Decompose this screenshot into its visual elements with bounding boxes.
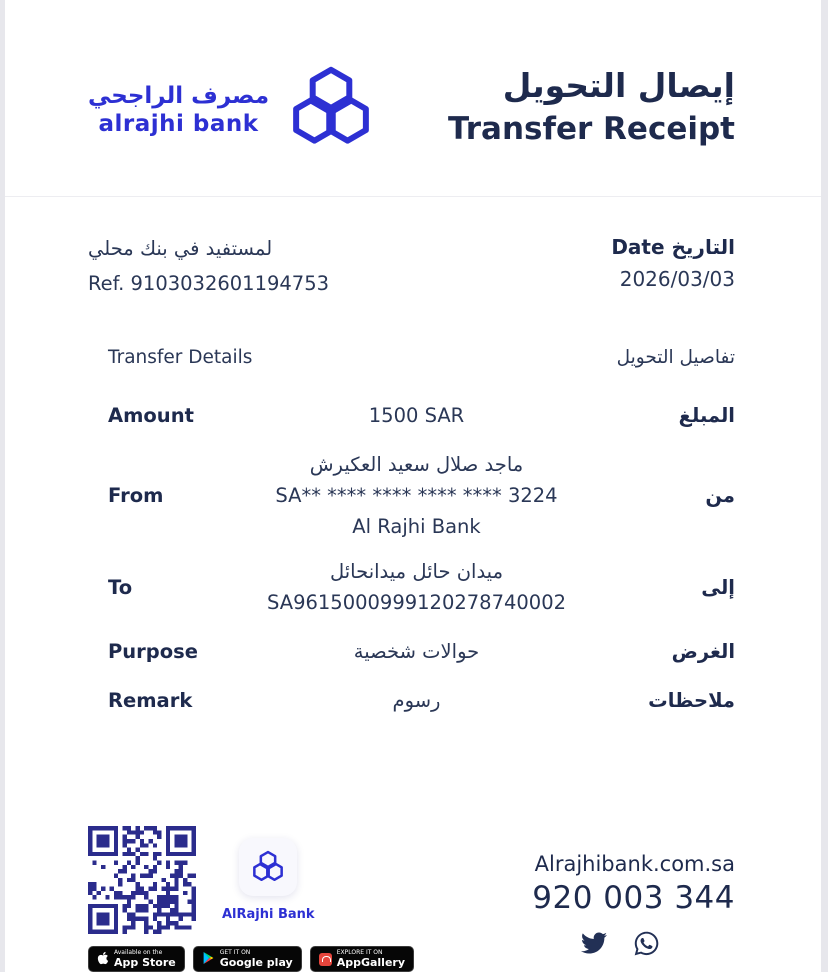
remark-value: رسوم xyxy=(392,689,441,713)
whatsapp-icon[interactable] xyxy=(633,930,660,961)
detail-label-ar: من xyxy=(705,484,735,508)
receipt-footer xyxy=(0,734,828,972)
beneficiary-name: ميدان حائل ميدانحائل xyxy=(329,560,504,584)
reference-number: Ref. 9103032601194753 xyxy=(88,272,330,296)
detail-row-amount xyxy=(108,400,735,431)
detail-label-en: Remark xyxy=(108,689,193,713)
receipt-title-english: Transfer Receipt xyxy=(448,110,735,147)
detail-label-ar: المبلغ xyxy=(678,404,735,428)
hexagon-logo-icon xyxy=(285,64,377,156)
page-margin-right xyxy=(821,0,828,972)
receipt-title-block xyxy=(448,64,735,150)
detail-label-en: To xyxy=(108,575,133,599)
detail-label-en: From xyxy=(108,484,164,508)
detail-label-ar: ملاحظات xyxy=(648,689,735,713)
app-name-label: AlRajhi Bank xyxy=(222,907,315,923)
detail-row-from xyxy=(108,449,735,542)
badge-big-text: Google play xyxy=(219,955,293,969)
apple-icon xyxy=(97,950,109,969)
detail-label-ar: إلى xyxy=(701,575,735,599)
badge-big-text: AppGallery xyxy=(336,955,406,969)
section-title-english: Transfer Details xyxy=(108,347,253,369)
detail-label-ar: الغرض xyxy=(671,640,735,664)
meta-row xyxy=(0,197,828,301)
phone-number: 920 003 344 xyxy=(532,880,735,917)
sender-bank: Al Rajhi Bank xyxy=(352,515,481,539)
appgallery-badge[interactable] xyxy=(310,946,414,972)
section-header xyxy=(108,347,735,368)
badge-small-text: Available on the xyxy=(114,949,163,957)
alrajhi-app-icon xyxy=(239,838,297,896)
receipt-header xyxy=(0,0,828,156)
beneficiary-iban: SA9615000999120278740002 xyxy=(266,591,567,615)
transfer-details-section xyxy=(0,301,828,716)
detail-label-en: Amount xyxy=(108,404,194,428)
date-block xyxy=(611,231,735,301)
detail-row-purpose xyxy=(108,636,735,667)
receipt-title-arabic: إيصال التحويل xyxy=(502,66,735,105)
detail-label-en: Purpose xyxy=(108,640,198,664)
twitter-icon[interactable] xyxy=(579,930,609,961)
app-store-badge[interactable] xyxy=(88,946,185,972)
date-value: 2026/03/03 xyxy=(619,267,735,291)
website-url: Alrajhibank.com.sa xyxy=(534,852,735,877)
section-title-arabic: تفاصيل التحويل xyxy=(616,347,735,369)
google-play-icon xyxy=(202,950,215,969)
badge-big-text: App Store xyxy=(114,955,176,969)
date-label: التاريخ Date xyxy=(611,235,735,259)
store-badges xyxy=(88,946,414,972)
reference-block xyxy=(88,231,329,301)
logo-wordmark-arabic: مصرف الراجحي xyxy=(88,83,270,110)
amount-value: 1500 SAR xyxy=(368,404,465,428)
google-play-badge[interactable] xyxy=(193,946,302,972)
sender-name: ماجد صلال سعيد العكيرش xyxy=(309,453,524,477)
appgallery-icon xyxy=(319,953,332,966)
alrajhi-bank-logo xyxy=(88,64,377,156)
purpose-value: حوالات شخصية xyxy=(353,640,480,664)
logo-wordmark-latin: alrajhi bank xyxy=(98,110,259,137)
logo-wordmark xyxy=(88,83,269,137)
contact-block xyxy=(532,826,735,961)
badge-small-text: GET IT ON xyxy=(219,949,251,957)
badge-small-text: EXPLORE IT ON xyxy=(336,949,383,957)
sender-account-masked: SA** **** **** **** **** 3224 xyxy=(275,484,558,508)
beneficiary-note: لمستفيد في بنك محلي xyxy=(88,237,273,260)
page-margin-left xyxy=(0,0,5,972)
detail-row-to xyxy=(108,556,735,618)
qr-code xyxy=(88,826,196,934)
detail-row-remark xyxy=(108,685,735,716)
